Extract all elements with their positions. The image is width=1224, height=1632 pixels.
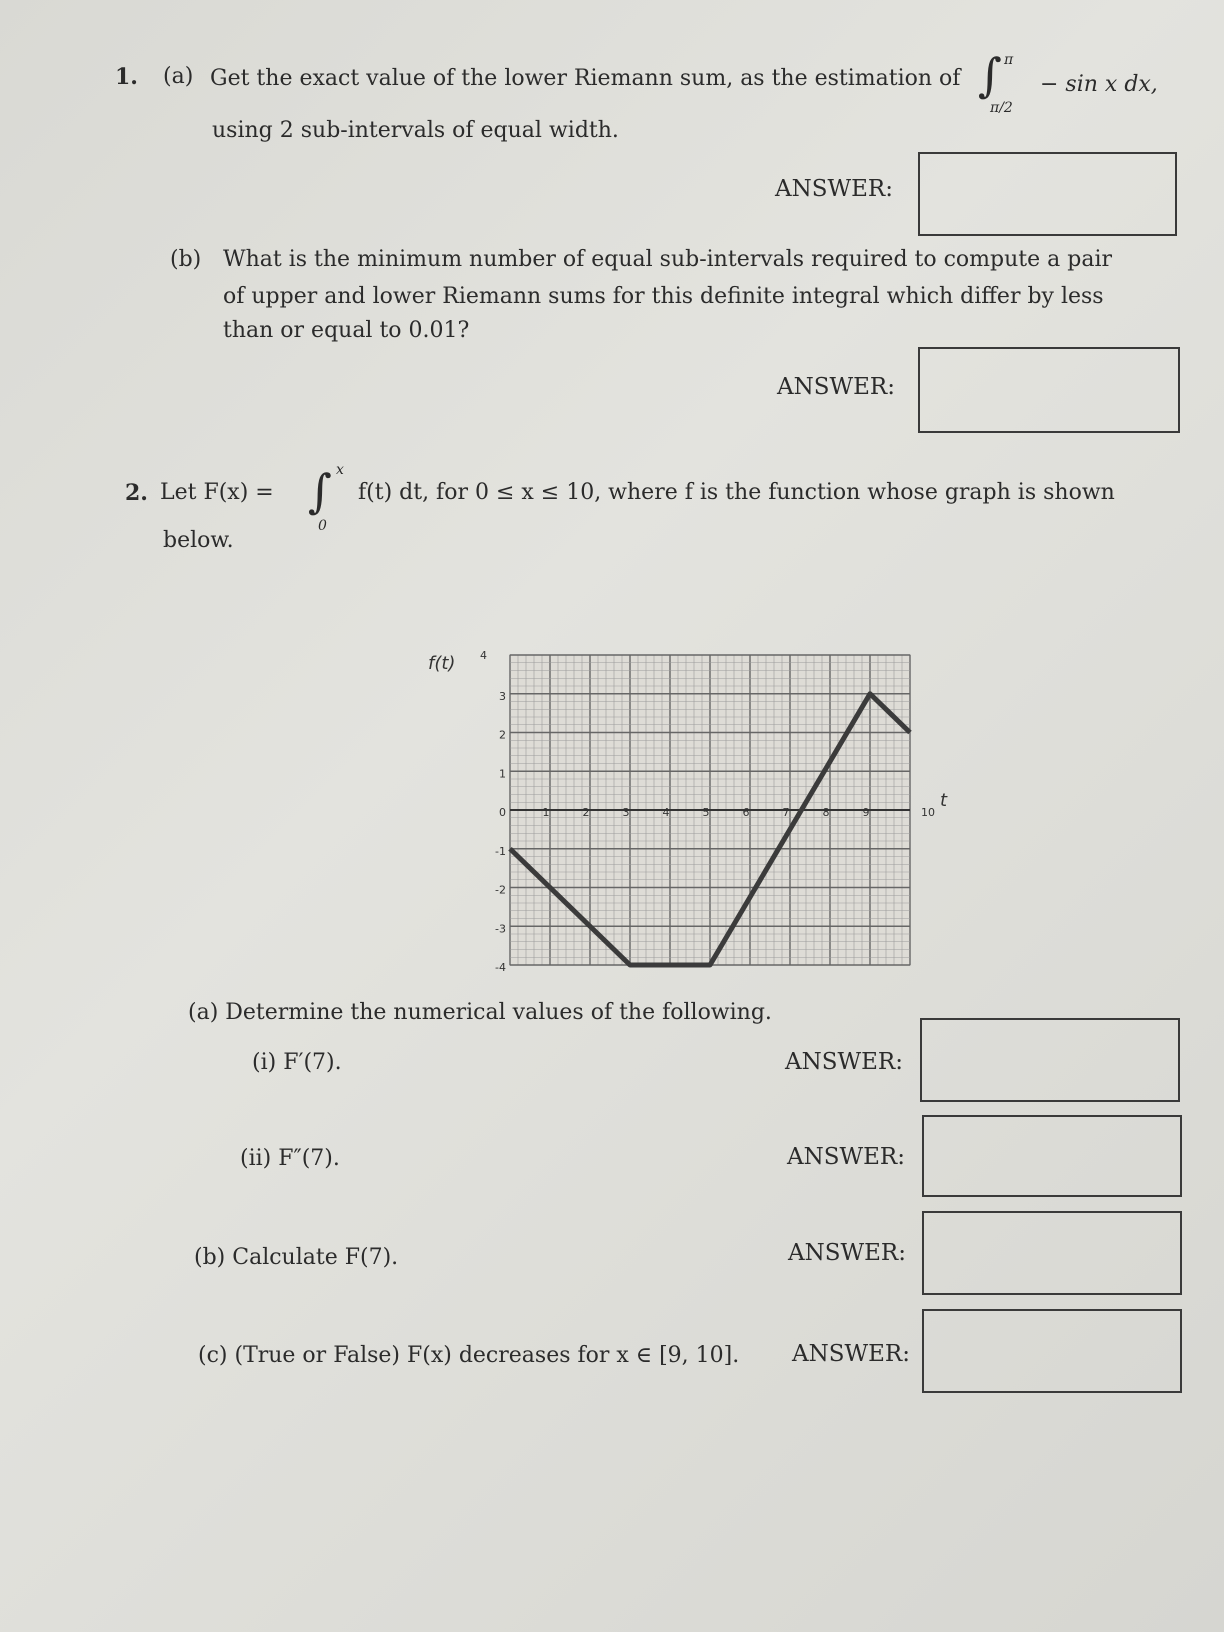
q1b-answer-label: ANSWER: bbox=[777, 374, 895, 400]
x-axis-label: t bbox=[940, 790, 948, 811]
q2a-i-answer-box[interactable] bbox=[920, 1018, 1180, 1102]
f-of-t-graph bbox=[420, 630, 948, 980]
x-tick-label: 3 bbox=[622, 806, 630, 819]
y-axis-label: f(t) bbox=[428, 653, 456, 674]
q2-integral-upper: x bbox=[336, 462, 344, 478]
x-tick-label: 10 bbox=[921, 806, 935, 819]
q1a-label: (a) bbox=[163, 64, 194, 89]
x-tick-label: 1 bbox=[542, 806, 550, 819]
q1b-label: (b) bbox=[170, 247, 202, 272]
q2b-answer-label: ANSWER: bbox=[788, 1240, 906, 1266]
y-top-tick-label: 4 bbox=[480, 649, 487, 662]
q1b-line-3: than or equal to 0.01? bbox=[223, 318, 470, 343]
x-tick-label: 9 bbox=[862, 806, 870, 819]
q2-number: 2. bbox=[125, 480, 148, 506]
q1-number: 1. bbox=[115, 64, 138, 90]
q2a-i: (i) F′(7). bbox=[252, 1050, 342, 1075]
q2a-i-answer-label: ANSWER: bbox=[785, 1049, 903, 1075]
q1b-line-1: What is the minimum number of equal sub-intervals required to compute a pair bbox=[223, 247, 1113, 272]
q2-let-text: Let F(x) = bbox=[160, 480, 274, 505]
x-tick-label: 4 bbox=[662, 806, 670, 819]
q2c-answer-label: ANSWER: bbox=[792, 1341, 910, 1367]
y-tick-label: -1 bbox=[495, 844, 506, 858]
q2c-answer-box[interactable] bbox=[922, 1309, 1182, 1393]
q1-integrand: − sin x dx, bbox=[1040, 72, 1158, 97]
y-tick-label: -3 bbox=[495, 922, 506, 936]
q2c-text: (c) (True or False) F(x) decreases for x ∈ [9, 10]. bbox=[198, 1343, 740, 1368]
q2a-ii-answer-box[interactable] bbox=[922, 1115, 1182, 1197]
q2b-text: (b) Calculate F(7). bbox=[194, 1245, 399, 1270]
y-tick-label: -4 bbox=[495, 961, 506, 974]
x-tick-label: 8 bbox=[822, 806, 830, 819]
q2-rest-text: f(t) dt, for 0 ≤ x ≤ 10, where f is the function whose graph is shown bbox=[358, 480, 1115, 505]
x-tick-label: 6 bbox=[742, 806, 750, 819]
q1-integral-upper: π bbox=[1004, 52, 1014, 68]
q2b-answer-box[interactable] bbox=[922, 1211, 1182, 1295]
q1a-answer-box[interactable] bbox=[918, 152, 1177, 236]
q1a-text-2: using 2 sub-intervals of equal width. bbox=[212, 118, 619, 143]
q1-integral-lower: π/2 bbox=[990, 100, 1013, 116]
y-tick-label: 1 bbox=[499, 767, 506, 781]
q2-integral-sign: ∫ bbox=[308, 464, 332, 518]
q2a-ii-answer-label: ANSWER: bbox=[787, 1144, 905, 1170]
q1-integral-sign: ∫ bbox=[978, 48, 1002, 102]
q2a-ii: (ii) F″(7). bbox=[240, 1146, 340, 1171]
x-tick-label: 5 bbox=[702, 806, 710, 819]
q1b-line-2: of upper and lower Riemann sums for this definite integral which differ by less bbox=[223, 284, 1104, 309]
q2a-intro: (a) Determine the numerical values of the following. bbox=[188, 1000, 772, 1025]
q1a-answer-label: ANSWER: bbox=[775, 176, 893, 202]
y-tick-label: -2 bbox=[495, 883, 506, 897]
q1a-text: Get the exact value of the lower Riemann sum, as the estimation of bbox=[210, 66, 961, 91]
y-tick-label: 0 bbox=[499, 806, 506, 819]
q1b-answer-box[interactable] bbox=[918, 347, 1180, 433]
q2-integral-lower: 0 bbox=[318, 518, 327, 534]
y-tick-label: 3 bbox=[499, 689, 506, 703]
x-tick-label: 7 bbox=[782, 806, 790, 819]
q2-below-text: below. bbox=[163, 528, 234, 553]
x-tick-label: 2 bbox=[582, 806, 590, 819]
y-tick-label: 2 bbox=[499, 728, 506, 742]
chart-grid bbox=[510, 655, 910, 965]
